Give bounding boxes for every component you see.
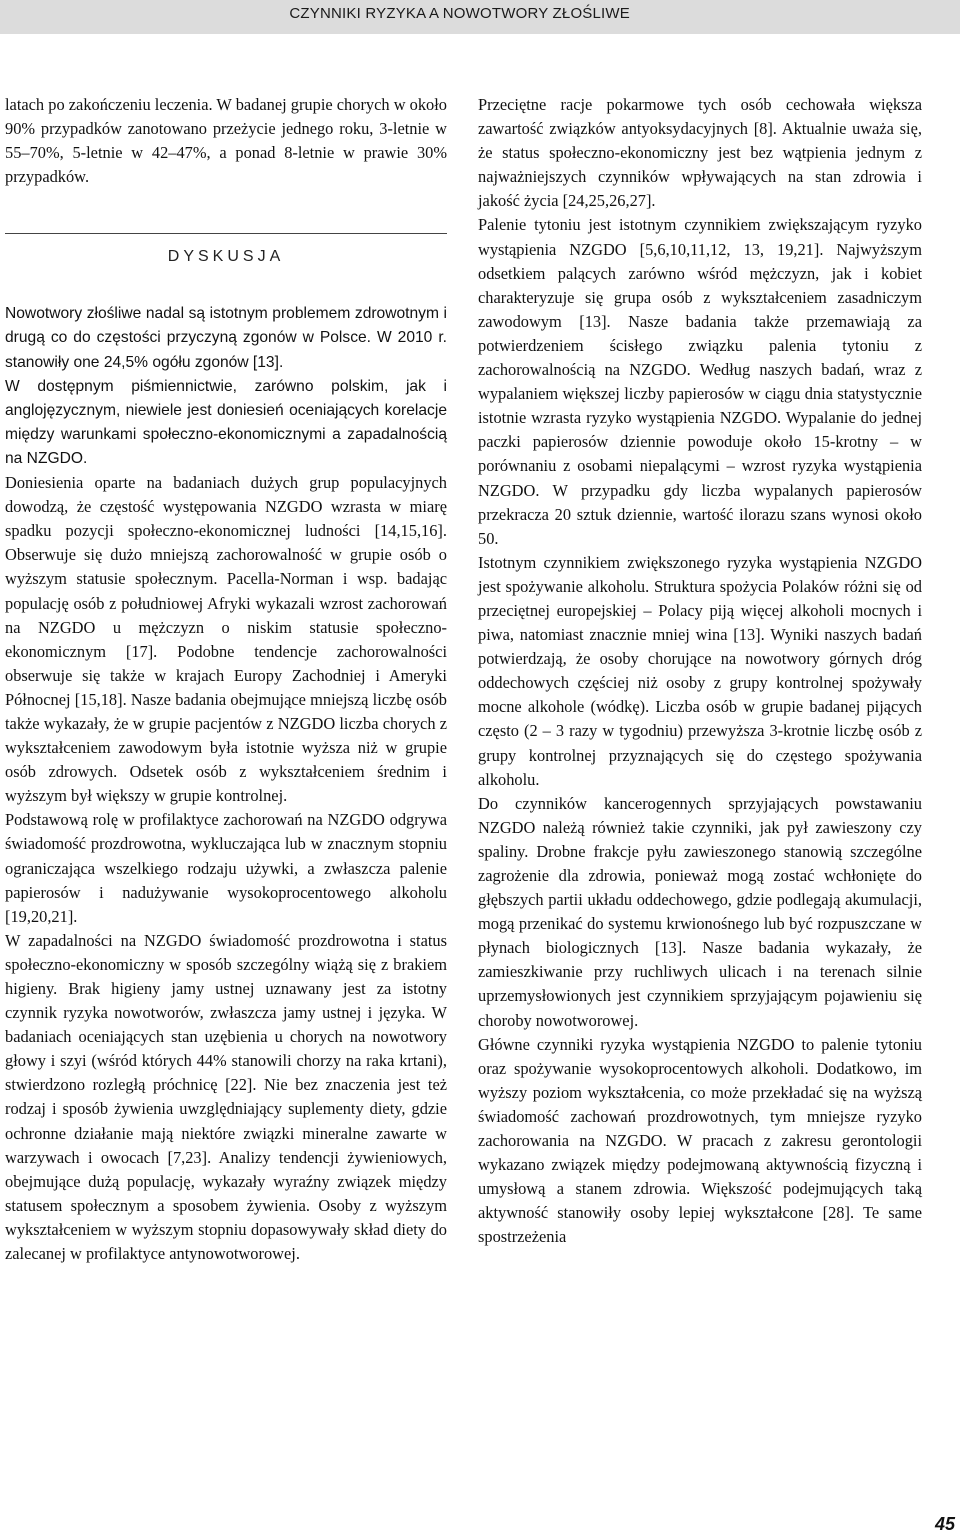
page-number: 45 <box>934 1514 955 1534</box>
carcinogens-paragraph: Do czynników kancerogennych sprzyjających powstawaniu NZGDO należą również takie czynniki, jak pył zawieszony czy spaliny. Drobne frakcje pyłu zawieszonego stanowią szczególne zagrożenie dla zdrowia, ponieważ mogą zostać wchłonięte do głębszych partii układu oddechowego, gdzie podlegają akumulacji, mogą przenikać do systemu krwionośnego lub być rozpuszczane w płynach biologicznych [13]. Nasze badania wykazały, że zamieszkiwanie przy ruchliwych ulicach i na terenach silnie uprzemysłowionych jest czynnikiem sprzyjającym pojawieniu się choroby nowotworowej. <box>478 793 922 1030</box>
section-header <box>5 233 447 284</box>
antioxidants-paragraph: Przeciętne racje pokarmowe tych osób cechowała większa zawartość związków antyoksydacyjnych [8]. Aktualnie uważa się, że status społeczno-ekonomiczny jest bez wątpienia jednym z najważniejszych czynników wpływających na stan zdrowia i jakość życia [24,25,26,27]. <box>478 95 922 211</box>
smoking-paragraph: Palenie tytoniu jest istotnym czynnikiem zwiększającym ryzyko wystąpienia NZGDO [5,6,10,11,12, 13, 19,21]. Najwyższym odsetkiem palących zarówno wśród mężczyzn, jak i kobiet charakteryzuje się grupa osób z wykształceniem zasadniczym zawodowym [13]. Nasze badania także przemawiają za potwierdzeniem ścisłego związku palenia tytoniu z zachorowalnością na NZGDO. Według naszych badań, wraz z wypalaniem większej liczby papierosów w ciągu dnia statystycznie istotnie wzrasta ryzyko wystąpienia NZGDO. Wypalanie do jednej paczki papierosów dziennie powoduje około 15-krotny – w porównaniu z osobami niepalącymi – wzrost ryzyka wystąpienia NZGDO. W przypadku gdy liczba wypalanych papierosów przekracza 20 sztuk dziennie, wartość ilorazu szans wynosi około 50. <box>478 215 922 548</box>
alcohol-paragraph: Istotnym czynnikiem zwiększonego ryzyka wystąpienia NZGDO jest spożywanie alkoholu. Struktura spożycia Polaków różni się od przeciętnej europejskiej – Polacy piją więcej alkoholi mocnych i piwa, natomiast znacznie mniej wina [13]. Wyniki naszych badań potwierdzają, że osoby chorujące na nowotwory górnych dróg oddechowych częściej niż osoby z grupy kontrolnej spożywały mocne alkohole (wódkę). Liczba osób w grupie badanej pijących często (2 – 3 razy w tygodniu) przewyższa 3-krotnie liczbę osób z grupy kontrolnej przyznających się do częstego spożywania alkoholu. <box>478 552 922 789</box>
main-factors-paragraph: Główne czynniki ryzyka wystąpienia NZGDO to palenie tytoniu oraz spożywanie wysokoprocentowych alkoholi. Dodatkowo, im wyższy poziom wykształcenia, co może przekładać się na wyższą świadomość zachowań prozdrowotnych, tym mniejsze ryzyko zachorowania na NZGDO. W pracach z zakresu gerontologii wykazano związek między podejmowaną aktywnością fizyczną i umysłową a stanem zdrowia. Większość podejmujących taką aktywność stanowiły osoby lepiej wykształcone [28]. Te same spostrzeżenia <box>478 1034 922 1247</box>
left-column <box>5 93 447 1266</box>
right-column <box>478 93 922 1250</box>
intro-paragraph: latach po zakończeniu leczenia. W badanej grupie chorych w około 90% przypadków zanotowano przeżycie jednego roku, 3-letnie w 55–70%, 5-letnie w 42–47%, a ponad 8-letnie w prawie 30% przypadków. <box>5 95 447 187</box>
discussion-paragraph-1: Nowotwory złośliwe nadal są istotnym problemem zdrowotnym i drugą co do częstości przyczyną zgonów w Polsce. W 2010 r. stanowiły one 24,5% ogółu zgonów [13]. <box>5 305 447 371</box>
running-title: CZYNNIKI RYZYKA A NOWOTWORY ZŁOŚLIWE <box>289 5 630 22</box>
prophylaxis-paragraph: Podstawową rolę w profilaktyce zachorowań na NZGDO odgrywa świadomość prozdrowotna, wykluczająca lub w znacznym stopniu ograniczająca wszelkiego rodzaju używki, a zwłaszcza palenie papierosów i nadużywanie wysokoprocentowego alkoholu [19,20,21]. <box>5 810 447 926</box>
section-title: DYSKUSJA <box>167 248 285 266</box>
running-header <box>0 0 960 34</box>
discussion-paragraph-2: W dostępnym piśmiennictwie, zarówno polskim, jak i anglojęzycznym, niewiele jest doniesień oceniających korelacje między warunkami społeczno-ekonomicznymi a zapadalnością na NZGDO. <box>5 377 447 467</box>
discussion-paragraph-3: Doniesienia oparte na badaniach dużych grup populacyjnych dowodzą, że częstość występowania NZGDO wzrasta w miarę spadku pozycji społeczno-ekonomicznej ludności [14,15,16]. Obserwuje się dużo mniejszą zachorowalność w grupie osób o wyższym statusie społecznym. Pacella-Norman i wsp. badając populację osób z południowej Afryki wykazali wzrost zachorowań na NZGDO u mężczyzn o niskim statusie społeczno-ekonomicznym [17]. Podobne tendencje zachorowalności obserwuje się także w krajach Europy Zachodniej i Ameryki Północnej [15,18]. Nasze badania obejmujące mniejszą liczbę osób także wykazały, że w grupie pacjentów z NZGDO liczba chorych z wykształceniem zawodowym była istotnie wyższa niż w grupie osób zdrowych. Odsetek osób z wykształceniem średnim i wyższym był większy w grupie kontrolnej. <box>5 473 447 806</box>
hygiene-paragraph: W zapadalności na NZGDO świadomość prozdrowotna i status społeczno-ekonomiczny w sposób szczególny wiążą się z brakiem higieny. Brak higieny jamy ustnej uznawany jest za istotny czynnik ryzyka nowotworów, zwłaszcza jamy ustnej i języka. W badaniach oceniających stan uzębienia u chorych na nowotwory głowy i szyi (wśród których 44% stanowili chorzy na raka krtani), stwierdzono rozległą próchnicę [22]. Nie bez znaczenia jest też rodzaj i sposób żywienia uwzględniający suplementy diety, gdzie ochronne działanie mają niektóre związki mineralne zawarte w warzywach i owocach [7,23]. Analizy tendencji żywieniowych, obejmujące dużą populację, wykazały wyraźny związek między statusem społecznym a sposobem żywienia. Osoby z wyższym wykształceniem w wyższym stopniu dopasowywały skład diety do zalecanej w profilaktyce antynowotworowej. <box>5 930 447 1264</box>
